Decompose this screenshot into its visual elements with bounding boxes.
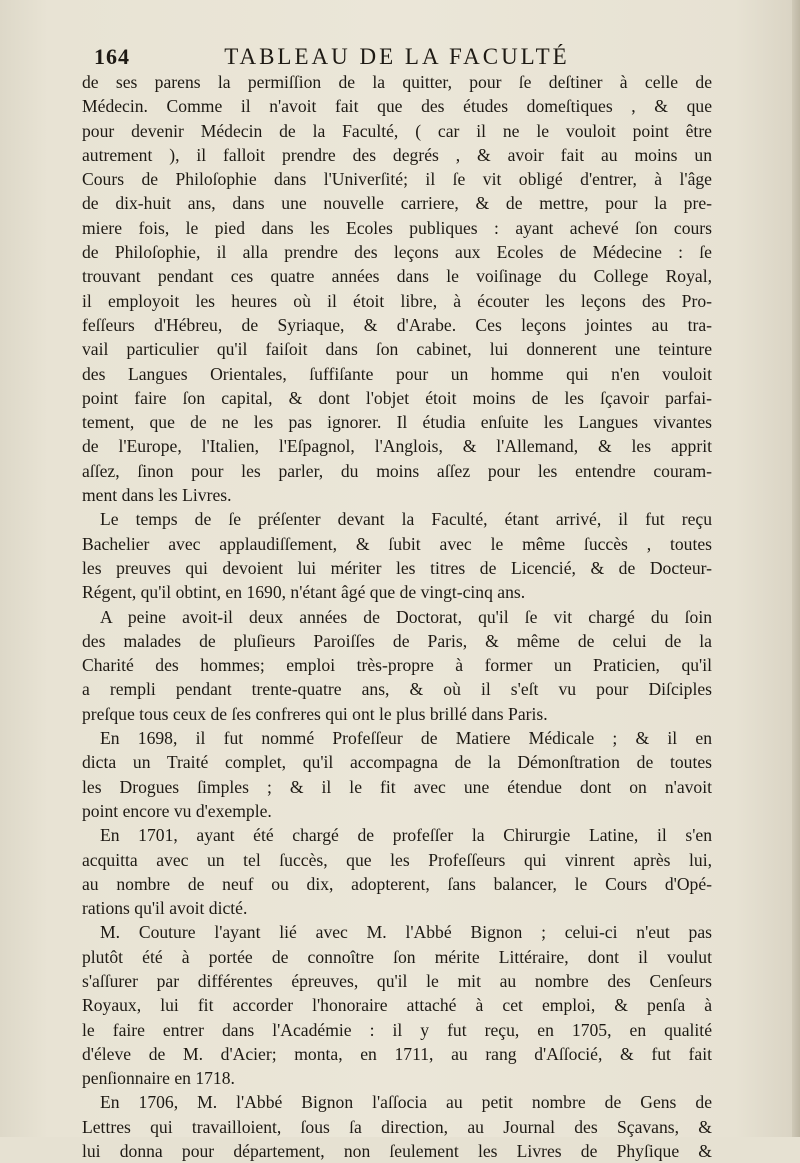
text-line: Royaux, lui fit accorder l'honoraire attaché à cet emploi, & penſa à	[82, 995, 712, 1016]
page-header	[82, 44, 712, 70]
text-line: Bachelier avec applaudiſſement, & ſubit avec le même ſuccès , toutes	[82, 533, 712, 554]
text-line: rations qu'il avoit dicté.	[82, 898, 248, 919]
body-text	[82, 70, 712, 1163]
text-line: Cours de Philoſophie dans l'Univerſité; il ſe vit obligé d'entrer, à l'âge	[82, 169, 712, 190]
text-line: Charité des hommes; emploi très-propre à former un Praticien, qu'il	[82, 655, 712, 676]
text-line: des malades de pluſieurs Paroiſſes de Paris, & même de celui de la	[82, 630, 712, 651]
text-line: Régent, qu'il obtint, en 1690, n'étant âgé que de vingt-cinq ans.	[82, 582, 526, 603]
text-line: vail particulier qu'il faiſoit dans ſon cabinet, lui donnerent une teinture	[82, 339, 712, 360]
text-line: miere fois, le pied dans les Ecoles publiques : ayant achevé ſon cours	[82, 217, 712, 238]
text-line: plutôt été à portée de connoître ſon mérite Littéraire, dont il voulut	[82, 946, 712, 967]
text-line: au nombre de neuf ou dix, adopterent, ſans balancer, le Cours d'Opé-	[82, 873, 712, 894]
text-line: pour devenir Médecin de la Faculté, ( car il ne le vouloit point être	[82, 120, 712, 141]
text-line: de Philoſophie, il alla prendre des leçons aux Ecoles de Médecine : ſe	[82, 242, 712, 263]
text-line: M. Couture l'ayant lié avec M. l'Abbé Bignon ; celui-ci n'eut pas	[100, 922, 712, 943]
text-line: dicta un Traité complet, qu'il accompagna de la Démonſtration de toutes	[82, 752, 712, 773]
text-line: il employoit les heures où il étoit libre, à écouter les leçons des Pro-	[82, 290, 712, 311]
text-line: de dix-huit ans, dans une nouvelle carriere, & de mettre, pour la pre-	[82, 193, 712, 214]
text-line: point faire ſon capital, & dont l'objet étoit moins de les ſçavoir parfai-	[82, 387, 712, 408]
text-line: acquitta avec un tel ſuccès, que les Profeſſeurs qui vinrent après lui,	[82, 849, 712, 870]
text-line: trouvant pendant ces quatre années dans le voiſinage du College Royal,	[82, 266, 712, 287]
text-line: En 1701, ayant été chargé de profeſſer la Chirurgie Latine, il s'en	[100, 825, 712, 846]
text-line: autrement ), il falloit prendre des degrés , & avoir fait au moins un	[82, 144, 712, 165]
text-line: tement, que de ne les pas ignorer. Il étudia enſuite les Langues vivantes	[82, 412, 712, 433]
text-line: A peine avoit-il deux années de Doctorat, qu'il ſe vit chargé du ſoin	[100, 606, 712, 627]
text-line: le faire entrer dans l'Académie : il y fut reçu, en 1705, en qualité	[82, 1019, 712, 1040]
text-line: Le temps de ſe préſenter devant la Faculté, étant arrivé, il fut reçu	[100, 509, 712, 530]
text-line: aſſez, ſinon pour les parler, du moins aſſez pour les entendre couram-	[82, 460, 712, 481]
text-line: a rempli pendant trente-quatre ans, & où il s'eſt vu pour Diſciples	[82, 679, 712, 700]
running-head: TABLEAU DE LA FACULTÉ	[224, 44, 570, 69]
text-line: des Langues Orientales, ſuffiſante pour un homme qui n'en vouloit	[82, 363, 712, 384]
page-number: 164	[94, 44, 130, 69]
text-line: lui donna pour département, non ſeulement les Livres de Phyſique &	[82, 1141, 712, 1162]
text-line: les preuves qui devoient lui mériter les titres de Licencié, & de Docteur-	[82, 557, 712, 578]
text-line: penſionnaire en 1718.	[82, 1068, 235, 1089]
text-line: Médecin. Comme il n'avoit fait que des études domeſtiques , & que	[82, 96, 712, 117]
text-line: de l'Europe, l'Italien, l'Eſpagnol, l'Anglois, & l'Allemand, & les apprit	[82, 436, 712, 457]
text-line: Lettres qui travailloient, ſous ſa direction, au Journal des Sçavans, &	[82, 1116, 712, 1137]
text-line: En 1698, il fut nommé Profeſſeur de Matiere Médicale ; & il en	[100, 728, 712, 749]
text-line: En 1706, M. l'Abbé Bignon l'aſſocia au petit nombre de Gens de	[100, 1092, 712, 1113]
text-line: point encore vu d'exemple.	[82, 800, 272, 821]
page-edge	[792, 0, 800, 1137]
text-line: s'aſſurer par différentes épreuves, qu'il le mit au nombre des Cenſeurs	[82, 970, 712, 991]
text-line: les Drogues ſimples ; & il le fit avec une étendue dont on n'avoit	[82, 776, 712, 797]
text-line: ment dans les Livres.	[82, 485, 232, 506]
text-line: feſſeurs d'Hébreu, de Syriaque, & d'Arabe. Ces leçons jointes au tra-	[82, 314, 712, 335]
text-line: d'éleve de M. d'Acier; monta, en 1711, au rang d'Aſſocié, & fut fait	[82, 1043, 712, 1064]
text-line: preſque tous ceux de ſes confreres qui ont le plus brillé dans Paris.	[82, 703, 548, 724]
text-line: de ses parens la permiſſion de la quitter, pour ſe deſtiner à celle de	[82, 72, 712, 92]
